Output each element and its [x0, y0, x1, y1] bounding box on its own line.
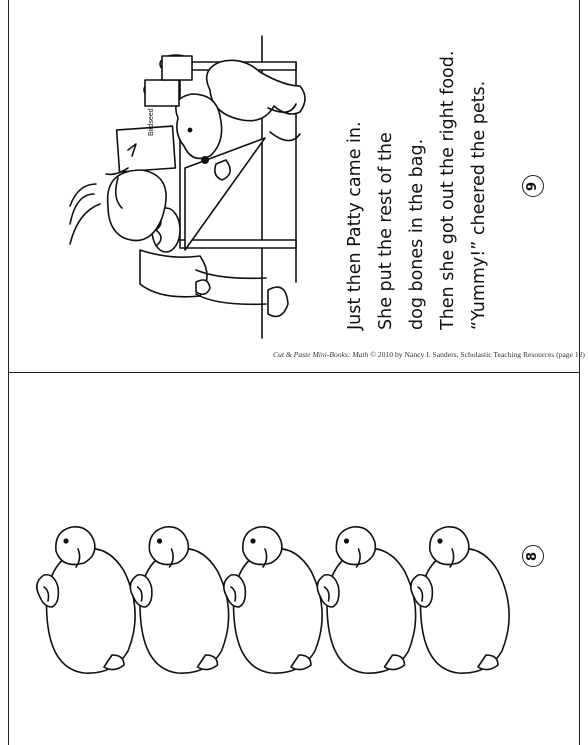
bunny-drawing [37, 527, 135, 673]
bunny-drawing [317, 527, 415, 673]
bunny-drawing [130, 527, 228, 673]
page-number-badge: 9 [522, 175, 544, 197]
story-line: Just then Patty came in. [345, 121, 365, 330]
bunny-drawing [411, 527, 509, 673]
credit-title: Cut & Paste Mini-Books: Math [273, 350, 369, 359]
bunnies-illustration [0, 372, 588, 745]
bunny-drawing [224, 527, 322, 673]
story-line: “Yummy!” cheered the pets. [469, 80, 489, 330]
story-line: dog bones in the bag. [407, 138, 427, 330]
scene-illustration [0, 0, 588, 372]
bag-label: Birdseed [148, 108, 155, 136]
credit-rest: © 2010 by Nancy I. Sanders, Scholastic Teaching Resources (page 12) [370, 350, 585, 359]
story-line: Then she got out the right food. [438, 50, 458, 330]
story-line: She put the rest of the [376, 132, 396, 330]
copyright-credit [273, 350, 585, 359]
page-number-badge: 8 [522, 545, 544, 567]
